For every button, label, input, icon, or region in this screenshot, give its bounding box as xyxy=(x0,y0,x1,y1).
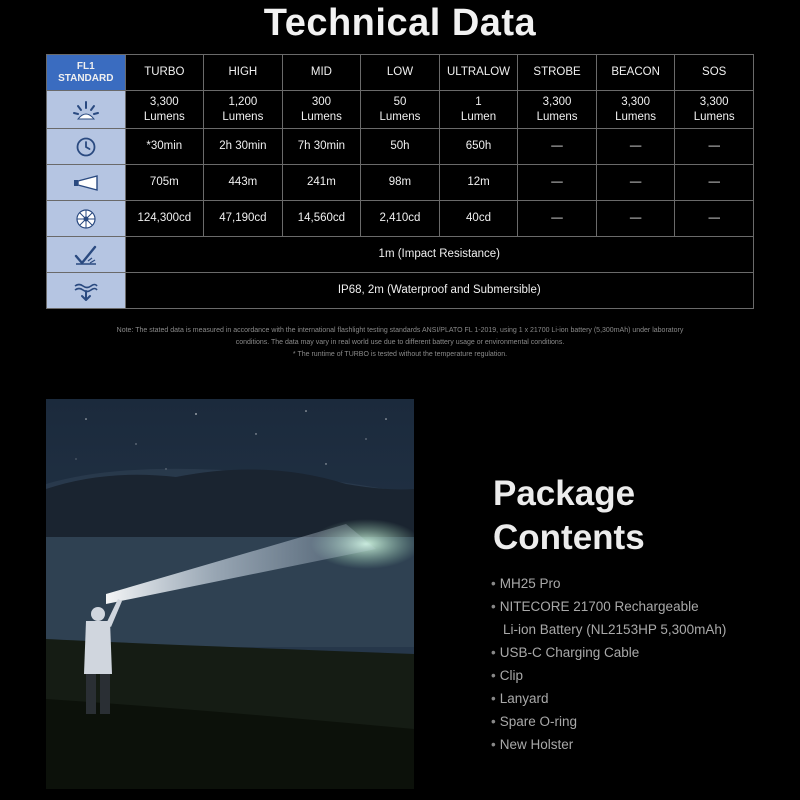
runtime-cell: 50h xyxy=(361,129,440,165)
distance-cell: — xyxy=(518,165,597,201)
intensity-cell: 47,190cd xyxy=(204,201,283,237)
runtime-cell: 2h 30min xyxy=(204,129,283,165)
note-line-2: conditions. The data may vary in real world use due to different battery usage or environmental conditions. xyxy=(235,339,565,346)
intensity-cell: 2,410cd xyxy=(361,201,440,237)
mode-mid: MID xyxy=(282,55,361,91)
note-line-1: Note: The stated data is measured in accordance with the international flashlight testing standards ANSI/PLATO FL 1-2019, using 1 x 21700 Li-ion battery (5,300mAh) under laboratory xyxy=(116,327,684,334)
distance-icon-cell xyxy=(47,165,126,201)
output-cell: 3,300 Lumens xyxy=(518,91,597,129)
intensity-row xyxy=(47,201,754,237)
intensity-cell: — xyxy=(518,201,597,237)
distance-row xyxy=(47,165,754,201)
output-row xyxy=(47,91,754,129)
package-contents-list xyxy=(491,572,726,756)
mode-beacon: BEACON xyxy=(596,55,675,91)
runtime-clock-icon xyxy=(75,136,97,158)
standard-label-fl1: FL1 xyxy=(76,60,95,72)
runtime-cell: — xyxy=(518,129,597,165)
mode-header-row xyxy=(47,55,754,91)
runtime-cell: *30min xyxy=(125,129,204,165)
distance-cell: 98m xyxy=(361,165,440,201)
list-item: • MH25 Pro xyxy=(491,576,561,591)
waterproof-icon xyxy=(73,280,99,302)
list-item: • USB-C Charging Cable xyxy=(491,645,640,660)
list-item: • NITECORE 21700 Rechargeable Li-ion Battery (NL2153HP 5,300mAh) xyxy=(491,599,727,637)
output-icon xyxy=(73,99,99,121)
list-item: • Clip xyxy=(491,668,523,683)
output-cell: 300 Lumens xyxy=(282,91,361,129)
intensity-cell: — xyxy=(596,201,675,237)
night-scene-illustration xyxy=(46,399,414,789)
beam-distance-icon xyxy=(73,174,99,192)
mode-turbo: TURBO xyxy=(125,55,204,91)
standard-header xyxy=(47,55,126,91)
package-contents-title: Package Contents xyxy=(493,474,645,557)
distance-cell: 241m xyxy=(282,165,361,201)
impact-icon-cell xyxy=(47,237,126,273)
output-cell: 50 Lumens xyxy=(361,91,440,129)
waterproof-icon-cell xyxy=(47,273,126,309)
runtime-cell: 650h xyxy=(439,129,518,165)
distance-cell: 705m xyxy=(125,165,204,201)
runtime-cell: — xyxy=(596,129,675,165)
runtime-cell: 7h 30min xyxy=(282,129,361,165)
mode-low: LOW xyxy=(361,55,440,91)
page-title: Technical Data xyxy=(263,2,537,44)
runtime-cell: — xyxy=(675,129,754,165)
impact-row xyxy=(47,237,754,273)
runtime-icon-cell xyxy=(47,129,126,165)
output-cell: 1,200 Lumens xyxy=(204,91,283,129)
output-icon-cell xyxy=(47,91,126,129)
distance-cell: 12m xyxy=(439,165,518,201)
distance-cell: 443m xyxy=(204,165,283,201)
output-cell: 3,300 Lumens xyxy=(675,91,754,129)
output-cell: 3,300 Lumens xyxy=(125,91,204,129)
list-item: • Lanyard xyxy=(491,691,549,706)
mode-ultralow: ULTRALOW xyxy=(439,55,518,91)
intensity-cell: 124,300cd xyxy=(125,201,204,237)
waterproof-cell: IP68, 2m (Waterproof and Submersible) xyxy=(125,273,753,309)
intensity-cell: 40cd xyxy=(439,201,518,237)
output-cell: 3,300 Lumens xyxy=(596,91,675,129)
footnote xyxy=(50,325,750,361)
product-photo xyxy=(46,399,414,789)
impact-resistance-icon xyxy=(74,244,98,266)
mode-strobe: STROBE xyxy=(518,55,597,91)
peak-intensity-icon xyxy=(75,208,97,230)
technical-data-table xyxy=(46,54,754,309)
intensity-cell: 14,560cd xyxy=(282,201,361,237)
standard-label-standard: STANDARD xyxy=(58,72,114,84)
note-line-3: * The runtime of TURBO is tested without the temperature regulation. xyxy=(292,351,508,358)
intensity-icon-cell xyxy=(47,201,126,237)
mode-high: HIGH xyxy=(204,55,283,91)
waterproof-row xyxy=(47,273,754,309)
list-item: • Spare O-ring xyxy=(491,714,578,729)
runtime-row xyxy=(47,129,754,165)
distance-cell: — xyxy=(596,165,675,201)
distance-cell: — xyxy=(675,165,754,201)
list-item: • New Holster xyxy=(491,737,574,752)
intensity-cell: — xyxy=(675,201,754,237)
impact-cell: 1m (Impact Resistance) xyxy=(125,237,753,273)
output-cell: 1 Lumen xyxy=(439,91,518,129)
mode-sos: SOS xyxy=(675,55,754,91)
